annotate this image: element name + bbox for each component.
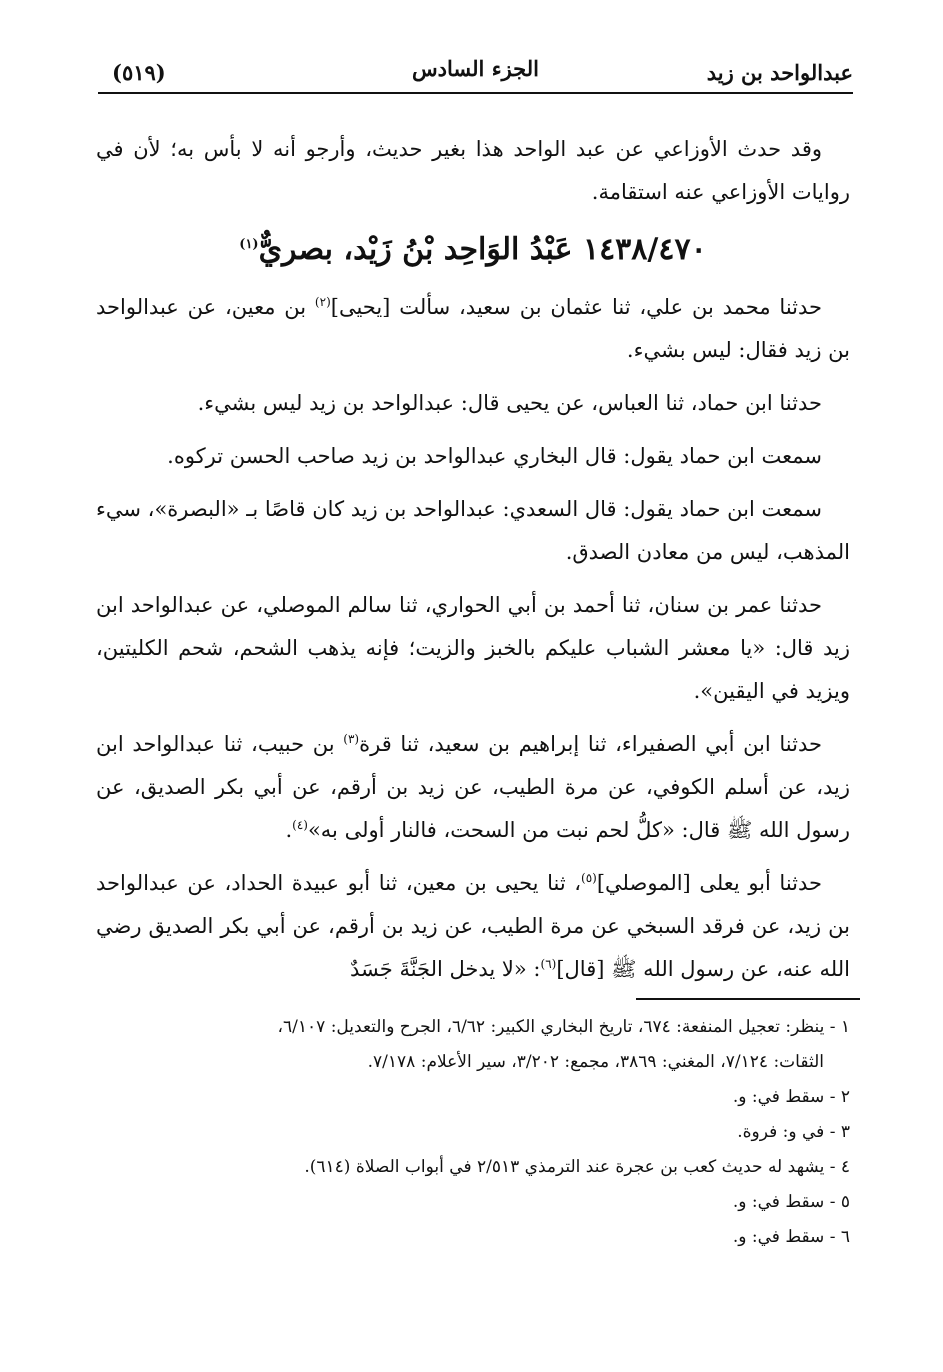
footnote-item: ١ - ينظر: تعجيل المنفعة: ٦٧٤، تاريخ البخاري الكبير: ٦/٦٢، الجرح والتعديل: ٦/١٠٧، (277, 1017, 850, 1037)
header-entry-name: عبدالواحد بن زيد (706, 60, 853, 85)
footnote-item: ٦ - سقط في: و. (732, 1227, 850, 1247)
narration-text: ، ثنا يحيى بن معين، ثنا أبو عبيدة الحداد، عن عبدالواحد بن زيد، عن فرقد السبخي عن مرة الطيب، عن زيد بن أرقم، عن أبي بكر الصديق رضي الله عنه، عن رسول الله ﷺ [قال] (96, 871, 850, 981)
footnote-ref: (٤) (292, 818, 308, 832)
narration-paragraph (96, 435, 850, 478)
narration-paragraph (96, 862, 850, 991)
footnote-ref: (٦) (540, 957, 557, 971)
entry-heading (96, 222, 850, 278)
narration-text: حدثنا أبو يعلى [الموصلي] (596, 871, 822, 895)
narration-paragraph (96, 584, 850, 713)
narration-text: بن حبيب، ثنا عبدالواحد ابن زيد، عن أسلم الكوفي، عن مرة الطيب، عن زيد بن أرقم، عن أبي بكر الصديق، عن رسول الله ﷺ قال: «كلُّ لحم نبت من السحت، فالنار أولى به» (96, 732, 850, 842)
intro-paragraph: وقد حدث الأوزاعي عن عبد الواحد هذا بغير حديث، وأرجو أنه لا بأس به؛ لأن في روايات الأوزاعي عنه استقامة. (96, 137, 850, 204)
narration-paragraph (96, 286, 850, 372)
entry-heading-text: ١٤٣٨/٤٧٠ عَبْدُ الوَاحِد بْنُ زَيْد، بصريٌّ (258, 232, 707, 267)
narration-paragraph (96, 488, 850, 574)
narration-text: . (285, 818, 293, 842)
narration-text: سمعت ابن حماد يقول: قال البخاري عبدالواحد بن زيد صاحب الحسن تركوه. (167, 444, 822, 468)
header-volume: الجزء السادس (412, 56, 539, 81)
narration-text: سمعت ابن حماد يقول: قال السعدي: عبدالواحد بن زيد كان قاصًا بـ «البصرة»، سيء المذهب، ليس من معادن الصدق. (96, 497, 850, 564)
footnote-item: ٢ - سقط في: و. (732, 1087, 850, 1107)
page-number: (٥١٩) (112, 60, 166, 85)
footnote-ref: (٣) (343, 732, 360, 746)
narration-text: حدثنا عمر بن سنان، ثنا أحمد بن أبي الحواري، ثنا سالم الموصلي، عن عبدالواحد ابن زيد قال: «يا معشر الشباب عليكم بالخبز والزيت؛ فإنه يذهب الشحم، شحم الكليتين، ويزيد في اليقين». (96, 593, 850, 703)
running-header (98, 52, 853, 94)
narration-paragraph (96, 382, 850, 425)
narration-text: حدثنا ابن أبي الصفيراء، ثنا إبراهيم بن سعيد، ثنا قرة (359, 732, 822, 756)
narration-text: : «لا يدخل الجَنَّةَ جَسَدٌ (350, 957, 541, 981)
footnote-item-continuation: الثقات: ٧/١٢٤، المغني: ٣٨٦٩، مجمع: ٣/٢٠٢، سير الأعلام: ٧/١٧٨. (367, 1052, 824, 1072)
narration-text: بن معين، عن عبدالواحد بن زيد فقال: ليس بشيء. (96, 295, 850, 362)
narration-paragraph (96, 723, 850, 852)
footnote-item: ٣ - في و: فروة. (737, 1122, 850, 1142)
footnote-item: ٤ - يشهد له حديث كعب بن عجرة عند الترمذي ٢/٥١٣ في أبواب الصلاة (٦١٤). (304, 1157, 850, 1177)
narration-text: حدثنا محمد بن علي، ثنا عثمان بن سعيد، سألت [يحيى] (330, 295, 823, 319)
footnote-ref: (٥) (581, 871, 597, 885)
footnote-item: ٥ - سقط في: و. (732, 1192, 850, 1212)
main-text (96, 128, 850, 1001)
footnote-divider (636, 998, 860, 1000)
footnotes (96, 1010, 850, 1255)
narration-text: حدثنا ابن حماد، ثنا العباس، عن يحيى قال: عبدالواحد بن زيد ليس بشيء. (197, 391, 822, 415)
footnote-ref: (٢) (314, 295, 331, 309)
footnote-ref: (١) (239, 237, 259, 252)
